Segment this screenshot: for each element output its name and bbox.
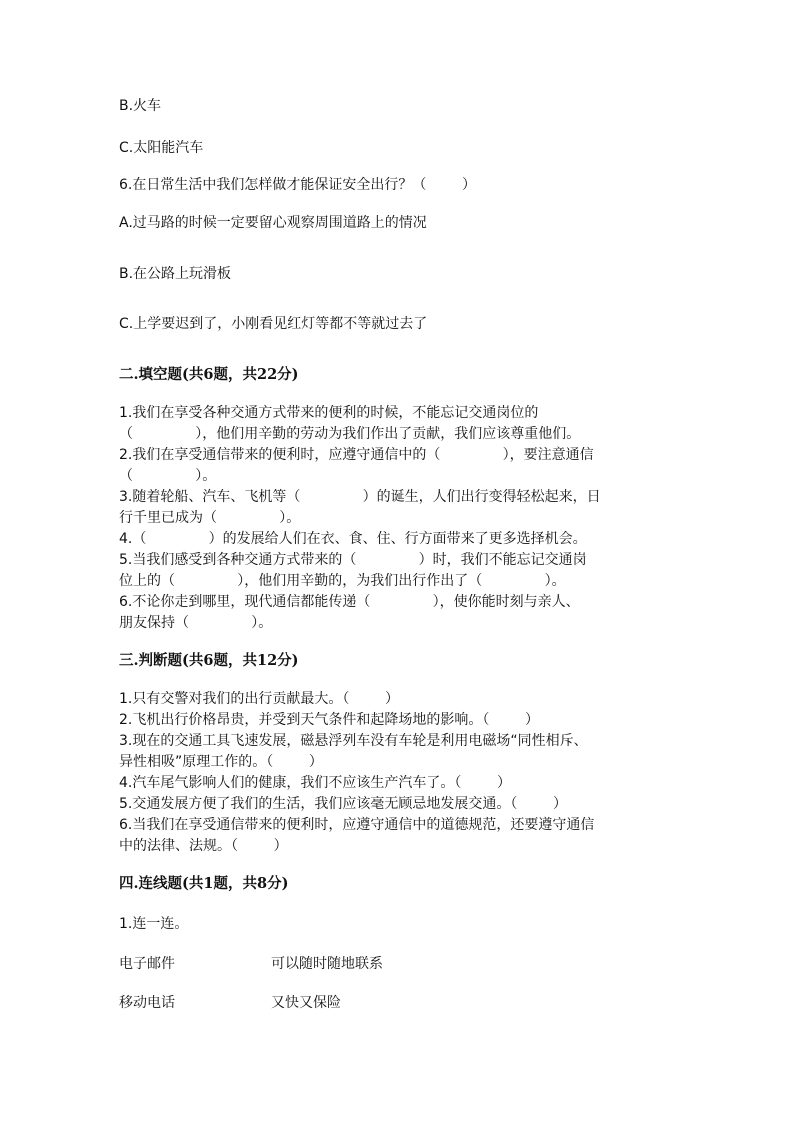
matching-right-item: 可以随时随地联系 xyxy=(271,956,383,972)
q5-option-b: B.火车 xyxy=(119,98,162,114)
fill-blank-line: 行千里已成为（ ）。 xyxy=(119,510,301,526)
fill-blank-line: （ ），他们用辛勤的劳动为我们作出了贡献，我们应该尊重他们。 xyxy=(119,426,581,442)
fill-blank-line: 3.随着轮船、汽车、飞机等（ ）的诞生，人们出行变得轻松起来，日 xyxy=(119,489,601,505)
fill-blank-line: 2.我们在享受通信带来的便利时，应遵守通信中的（ ），要注意通信 xyxy=(119,447,594,463)
true-false-line: 异性相吸”原理工作的。（ ） xyxy=(119,754,323,770)
matching-left-item: 移动电话 xyxy=(119,995,175,1011)
true-false-line: 1.只有交警对我们的出行贡献最大。（ ） xyxy=(119,691,399,707)
fill-blank-line: 1.我们在享受各种交通方式带来的便利的时候，不能忘记交通岗位的 xyxy=(119,405,539,421)
true-false-line: 3.现在的交通工具飞速发展，磁悬浮列车没有车轮是利用电磁场“同性相斥、 xyxy=(119,733,588,749)
matching-left-item: 电子邮件 xyxy=(119,956,175,972)
fill-blank-line: 位上的（ ），他们用辛勤的，为我们出行作出了（ ）。 xyxy=(119,573,566,589)
fill-blank-line: 6.不论你走到哪里，现代通信都能传递（ ），使你能时刻与亲人、 xyxy=(119,594,580,610)
section-heading-true-false: 三.判断题(共6题，共12分) xyxy=(119,652,299,669)
true-false-line: 4.汽车尾气影响人们的健康，我们不应该生产汽车了。（ ） xyxy=(119,775,511,791)
fill-blank-line: 5.当我们感受到各种交通方式带来的（ ）时，我们不能忘记交通岗 xyxy=(119,552,587,568)
true-false-line: 6.当我们在享受通信带来的便利时，应遵守通信中的道德规范，还要遵守通信 xyxy=(119,817,595,833)
q6-option-a: A.过马路的时候一定要留心观察周围道路上的情况 xyxy=(119,215,427,231)
fill-blank-line: （ ）。 xyxy=(119,468,217,484)
true-false-line: 2.飞机出行价格昂贵，并受到天气条件和起降场地的影响。（ ） xyxy=(119,712,539,728)
section-heading-fill-blank: 二.填空题(共6题，共22分) xyxy=(119,366,299,383)
q6-option-c: C.上学要迟到了，小刚看见红灯等都不等就过去了 xyxy=(119,316,428,332)
fill-blank-line: 4.（ ）的发展给人们在衣、食、住、行方面带来了更多选择机会。 xyxy=(119,531,587,547)
q6-option-b: B.在公路上玩滑板 xyxy=(119,266,232,282)
q5-option-c: C.太阳能汽车 xyxy=(119,140,204,156)
q6-stem: 6.在日常生活中我们怎样做才能保证安全出行？（ ） xyxy=(119,177,476,193)
true-false-line: 5.交通发展方便了我们的生活，我们应该毫无顾忌地发展交通。（ ） xyxy=(119,796,567,812)
matching-question: 1.连一连。 xyxy=(119,916,189,932)
true-false-line: 中的法律、法规。（ ） xyxy=(119,838,288,854)
section-heading-matching: 四.连线题(共1题，共8分) xyxy=(119,875,289,892)
fill-blank-line: 朋友保持（ ）。 xyxy=(119,615,273,631)
matching-right-item: 又快又保险 xyxy=(271,995,341,1011)
